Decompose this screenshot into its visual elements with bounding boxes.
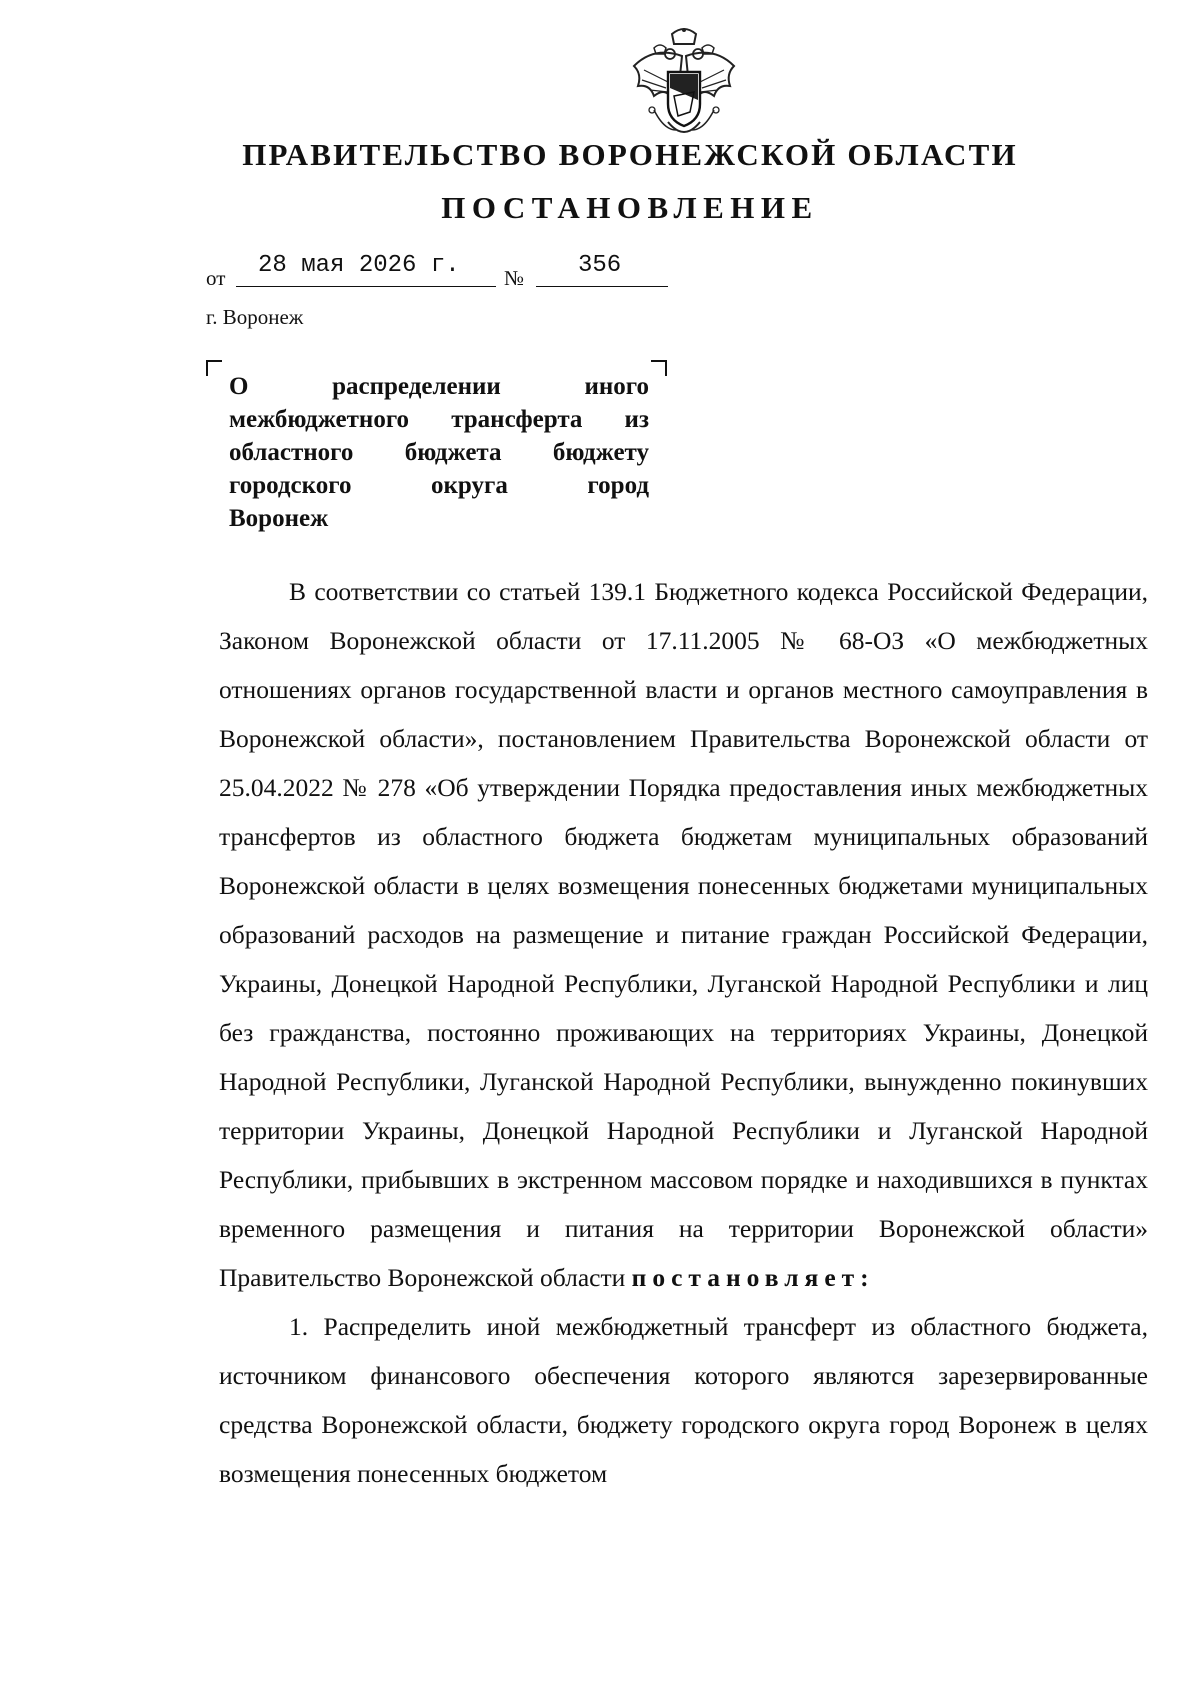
preamble-text: В соответствии со статьей 139.1 Бюджетного кодекса Российской Федерации, Законом Воронежской области от 17.11.2005 № 68-ОЗ «О межбюджетных отношениях органов государственной власти и органов местного самоуправления в Воронежской области», постановлением Правительства Воронежской области от 25.04.2022 № 278 «Об утверждении Порядка предоставления иных межбюджетных трансфертов из областного бюджета бюджетам муниципальных образований Воронежской области в целях возмещения понесенных бюджетами муниципальных образований расходов на размещение и питание граждан Российской Федерации, Украины, Донецкой Народной Республики, Луганской Народной Республики и лиц без гражданства, постоянно проживающих на территориях Украины, Донецкой Народной Республики, Луганской Народной Республики, вынужденно покинувших территории Украины, Донецкой Народной Республики и Луганской Народной Республики, прибывших в экстренном массовом порядке и находившихся в пунктах временного размещения и питания на территории Воронежской области» Правительство Воронежской области xyxy=(219,577,1148,1292)
city-name: г. Воронеж xyxy=(206,305,304,329)
decree-date: 28 мая 2026 г. xyxy=(258,252,460,279)
number-label: № xyxy=(504,266,525,290)
from-label: от xyxy=(206,266,226,290)
date-underline xyxy=(236,286,496,287)
clause-1-paragraph xyxy=(219,1302,1148,1498)
decree-subject xyxy=(229,370,649,535)
clause-1-text: 1. Распределить иной межбюджетный трансферт из областного бюджета, источником финансового обеспечения которого являются зарезервированные средства Воронежской области, бюджету городского округа город Воронеж в целях возмещения понесенных бюджетом xyxy=(219,1312,1148,1488)
coat-of-arms-icon xyxy=(624,26,744,146)
date-number-row xyxy=(206,250,686,290)
preamble-paragraph xyxy=(219,567,1148,1302)
number-underline xyxy=(536,286,668,287)
subject-title-last: Воронеж xyxy=(229,505,329,532)
decree-title: ПОСТАНОВЛЕНИЕ xyxy=(441,190,819,225)
resolves-word: постановляет: xyxy=(631,1263,875,1292)
bracket-top-right xyxy=(651,360,667,376)
decree-number: 356 xyxy=(578,252,622,279)
subject-title: О распределении иного межбюджетного трансферта из областного бюджета бюджету городского округа город xyxy=(229,373,649,499)
bracket-top-left xyxy=(206,360,222,376)
decree-body xyxy=(219,567,1148,1498)
government-title: ПРАВИТЕЛЬСТВО ВОРОНЕЖСКОЙ ОБЛАСТИ xyxy=(242,137,1018,172)
